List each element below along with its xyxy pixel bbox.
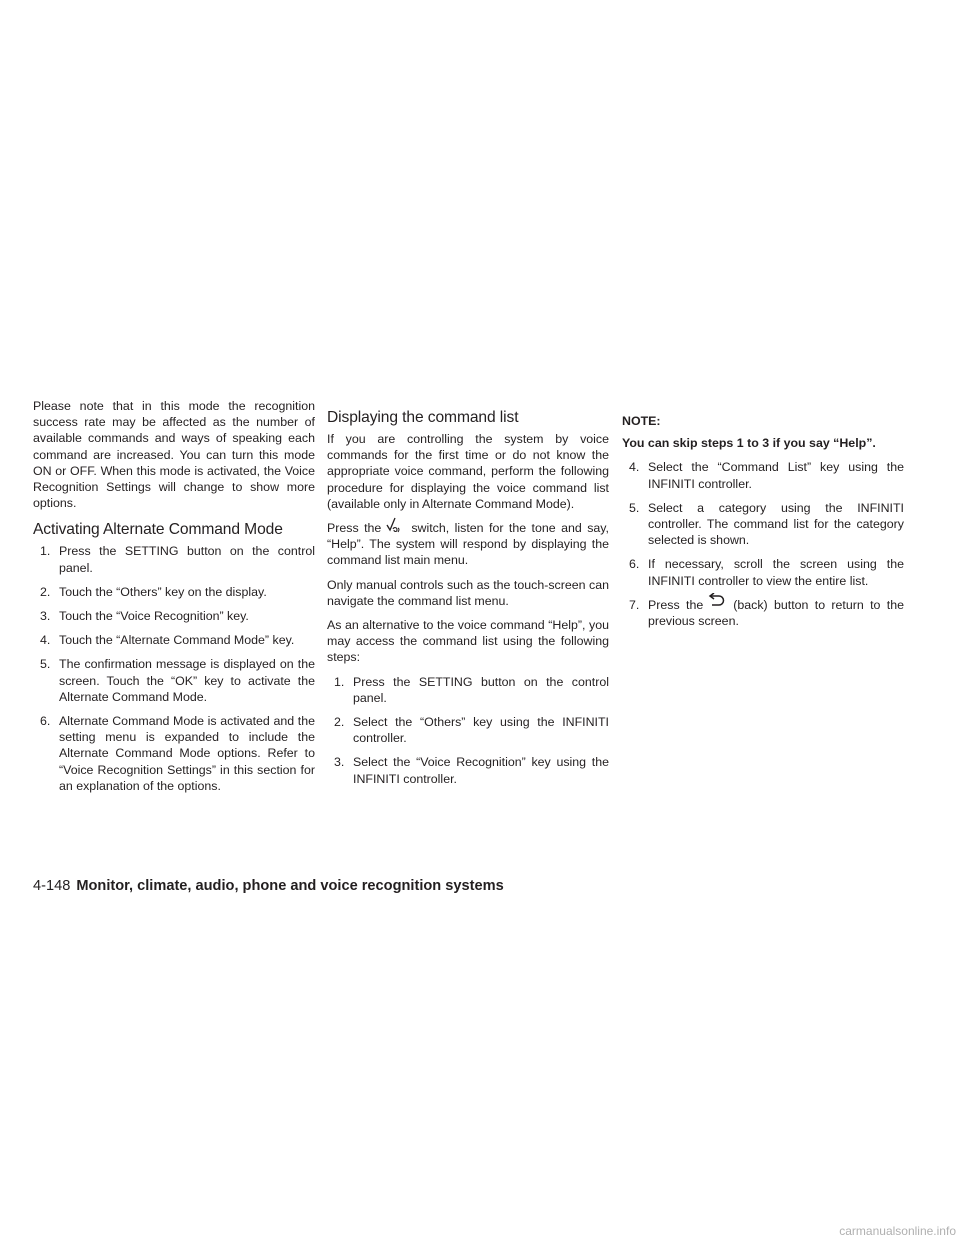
talk-switch-icon bbox=[381, 520, 411, 534]
section-title: Monitor, climate, audio, phone and voice recognition systems bbox=[76, 878, 504, 894]
watermark: carmanualsonline.info bbox=[839, 1224, 956, 1238]
list-item: 3. Select the “Voice Recognition” key using the INFINITI controller. bbox=[334, 755, 609, 786]
section-heading-command-list: Displaying the command list bbox=[327, 409, 519, 426]
alternative-steps-intro: As an alternative to the voice command “Help”, you may access the command list using the following steps: bbox=[327, 618, 609, 665]
alternate-command-steps bbox=[40, 543, 315, 794]
list-item: 1. Press the SETTING button on the control panel. bbox=[40, 544, 315, 575]
list-item: 7. Press the (back) button to return to the previous screen. bbox=[629, 597, 904, 629]
press-talk-switch-paragraph: Press the switch, listen for the tone and say, “Help”. The system will respond by displaying the command list main menu. bbox=[327, 520, 609, 569]
column-left bbox=[33, 398, 315, 802]
intro-paragraph: Please note that in this mode the recognition success rate may be affected as the number of available commands and ways of speaking each command are increased. You can turn this mode ON or OFF. When this mode is activated, the Voice Recognition Settings will change to show more options. bbox=[33, 399, 315, 511]
list-item: 4. Touch the “Alternate Command Mode” key. bbox=[40, 633, 295, 648]
manual-controls-paragraph: Only manual controls such as the touch-screen can navigate the command list menu. bbox=[327, 577, 609, 608]
page-number: 4-148 bbox=[33, 878, 71, 894]
note-label: NOTE: bbox=[622, 414, 661, 428]
list-item: 2. Select the “Others” key using the INFINITI controller. bbox=[334, 715, 609, 746]
list-item: 1. Press the SETTING button on the control panel. bbox=[334, 674, 609, 705]
page-footer bbox=[33, 877, 504, 895]
note-text: You can skip steps 1 to 3 if you say “Help”. bbox=[622, 436, 876, 451]
list-item: 6. Alternate Command Mode is activated and the setting menu is expanded to include the Alternate Command Mode options. Refer to “Voice Recognition Settings” in this section for an explanation of the options. bbox=[40, 714, 315, 793]
column-middle bbox=[327, 409, 609, 795]
command-list-steps-continued bbox=[629, 459, 904, 629]
list-item: 6. If necessary, scroll the screen using the INFINITI controller to view the entire list. bbox=[629, 557, 904, 588]
command-list-intro: If you are controlling the system by voice commands for the first time or do not know the appropriate voice command, perform the following procedure for displaying the voice command list (available only in Alternate Command Mode). bbox=[327, 432, 609, 511]
list-item: 2. Touch the “Others” key on the display. bbox=[40, 584, 267, 599]
list-item: 5. Select a category using the INFINITI controller. The command list for the category selected is shown. bbox=[629, 500, 904, 548]
list-item: 3. Touch the “Voice Recognition” key. bbox=[40, 609, 249, 624]
back-arrow-icon bbox=[703, 597, 733, 611]
column-right bbox=[622, 413, 904, 637]
list-item: 5. The confirmation message is displayed on the screen. Touch the “OK” key to activate the Alternate Command Mode. bbox=[40, 657, 315, 704]
command-list-steps bbox=[334, 674, 609, 787]
section-heading-alternate-command: Activating Alternate Command Mode bbox=[33, 521, 283, 539]
list-item: 4. Select the “Command List” key using the INFINITI controller. bbox=[629, 460, 904, 491]
